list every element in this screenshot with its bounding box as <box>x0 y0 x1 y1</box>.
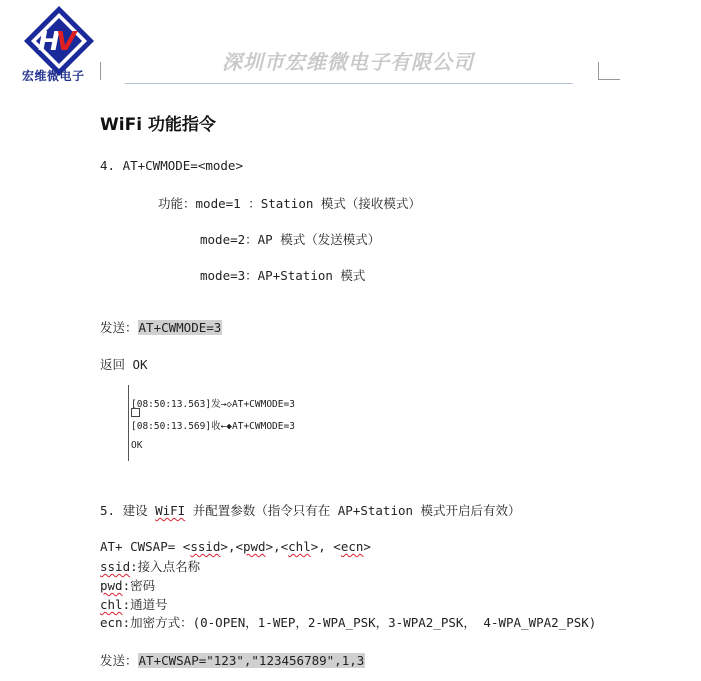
cmd5-chl-key: chl <box>100 597 123 612</box>
cmd4-mode2: mode=2：AP 模式（发送模式） <box>200 232 381 247</box>
log-square-glyph <box>131 408 140 417</box>
cmd5-syntax-pwd: pwd <box>243 539 266 554</box>
section-title: WiFi 功能指令 <box>100 115 216 135</box>
margin-corner-right <box>598 62 599 80</box>
cmd5-syntax-prefix: AT+ CWSAP= < <box>100 539 191 554</box>
cmd4-func-label: 功能： <box>158 196 196 211</box>
header-rule <box>125 83 573 84</box>
cmd5-heading-wifi: WiFI <box>155 503 186 518</box>
log-line-2: [08:50:13.569]收←◆AT+CWMODE=3 <box>131 421 295 432</box>
cmd5-heading-prefix: 5. 建设 <box>100 503 156 518</box>
cmd5-pwd-desc: :密码 <box>122 578 156 593</box>
cmd5-heading-suffix: 并配置参数（指令只有在 AP+Station 模式开启后有效） <box>185 503 521 518</box>
cmd5-send-cmd: AT+CWSAP="123","123456789",1,3 <box>138 653 365 668</box>
cmd5-syntax-chl: chl <box>288 539 311 554</box>
cmd4-send-label: 发送： <box>100 320 138 335</box>
company-name: 深圳市宏维微电子有限公司 <box>222 50 474 74</box>
cmd5-ssid-key: ssid <box>100 559 131 574</box>
cmd4-mode1-text: mode=1 ：Station 模式（接收模式） <box>195 196 421 211</box>
svg-text:H: H <box>38 27 60 57</box>
cmd5-syntax-end: > <box>363 539 371 554</box>
cmd5-send-line <box>100 651 365 669</box>
logo-text: 宏维微电子 <box>22 69 85 83</box>
cmd5-syntax <box>100 539 371 554</box>
cmd4-send-cmd: AT+CWMODE=3 <box>138 320 222 335</box>
cmd5-chl-desc: :通道号 <box>122 597 168 612</box>
svg-text:V: V <box>56 27 77 57</box>
cmd5-chl-line <box>100 595 168 613</box>
cmd5-ssid-line <box>100 557 200 575</box>
log-border <box>128 385 129 461</box>
cmd5-syntax-ssid: ssid <box>190 539 221 554</box>
margin-corner-right-h <box>598 79 620 80</box>
cmd5-syntax-ecn: ecn <box>340 539 364 554</box>
margin-corner-left <box>100 62 101 80</box>
cmd5-syntax-mid2: >,< <box>265 539 289 554</box>
cmd5-ecn-line: ecn:加密方式：(0-OPEN，1-WEP，2-WPA_PSK，3-WPA2_PSK， 4-WPA_WPA2_PSK) <box>100 615 597 630</box>
cmd4-mode1 <box>158 194 421 212</box>
cmd4-return: 返回 OK <box>100 357 148 372</box>
cmd4-heading: 4. AT+CWMODE=<mode> <box>100 158 243 173</box>
cmd5-ssid-desc: :接入点名称 <box>130 559 201 574</box>
cmd5-pwd-line <box>100 576 155 594</box>
cmd5-syntax-mid3: >, < <box>310 539 341 554</box>
log-line-1: [08:50:13.563]发→◇AT+CWMODE=3 <box>131 399 295 410</box>
cmd4-mode3: mode=3：AP+Station 模式 <box>200 268 366 283</box>
cmd5-heading <box>100 501 521 519</box>
cmd5-pwd-key: pwd <box>100 578 123 593</box>
cmd5-syntax-mid1: >,< <box>220 539 243 554</box>
log-line-3: OK <box>131 440 143 451</box>
cmd5-send-label: 发送： <box>100 653 138 668</box>
cmd4-send-line <box>100 318 222 336</box>
